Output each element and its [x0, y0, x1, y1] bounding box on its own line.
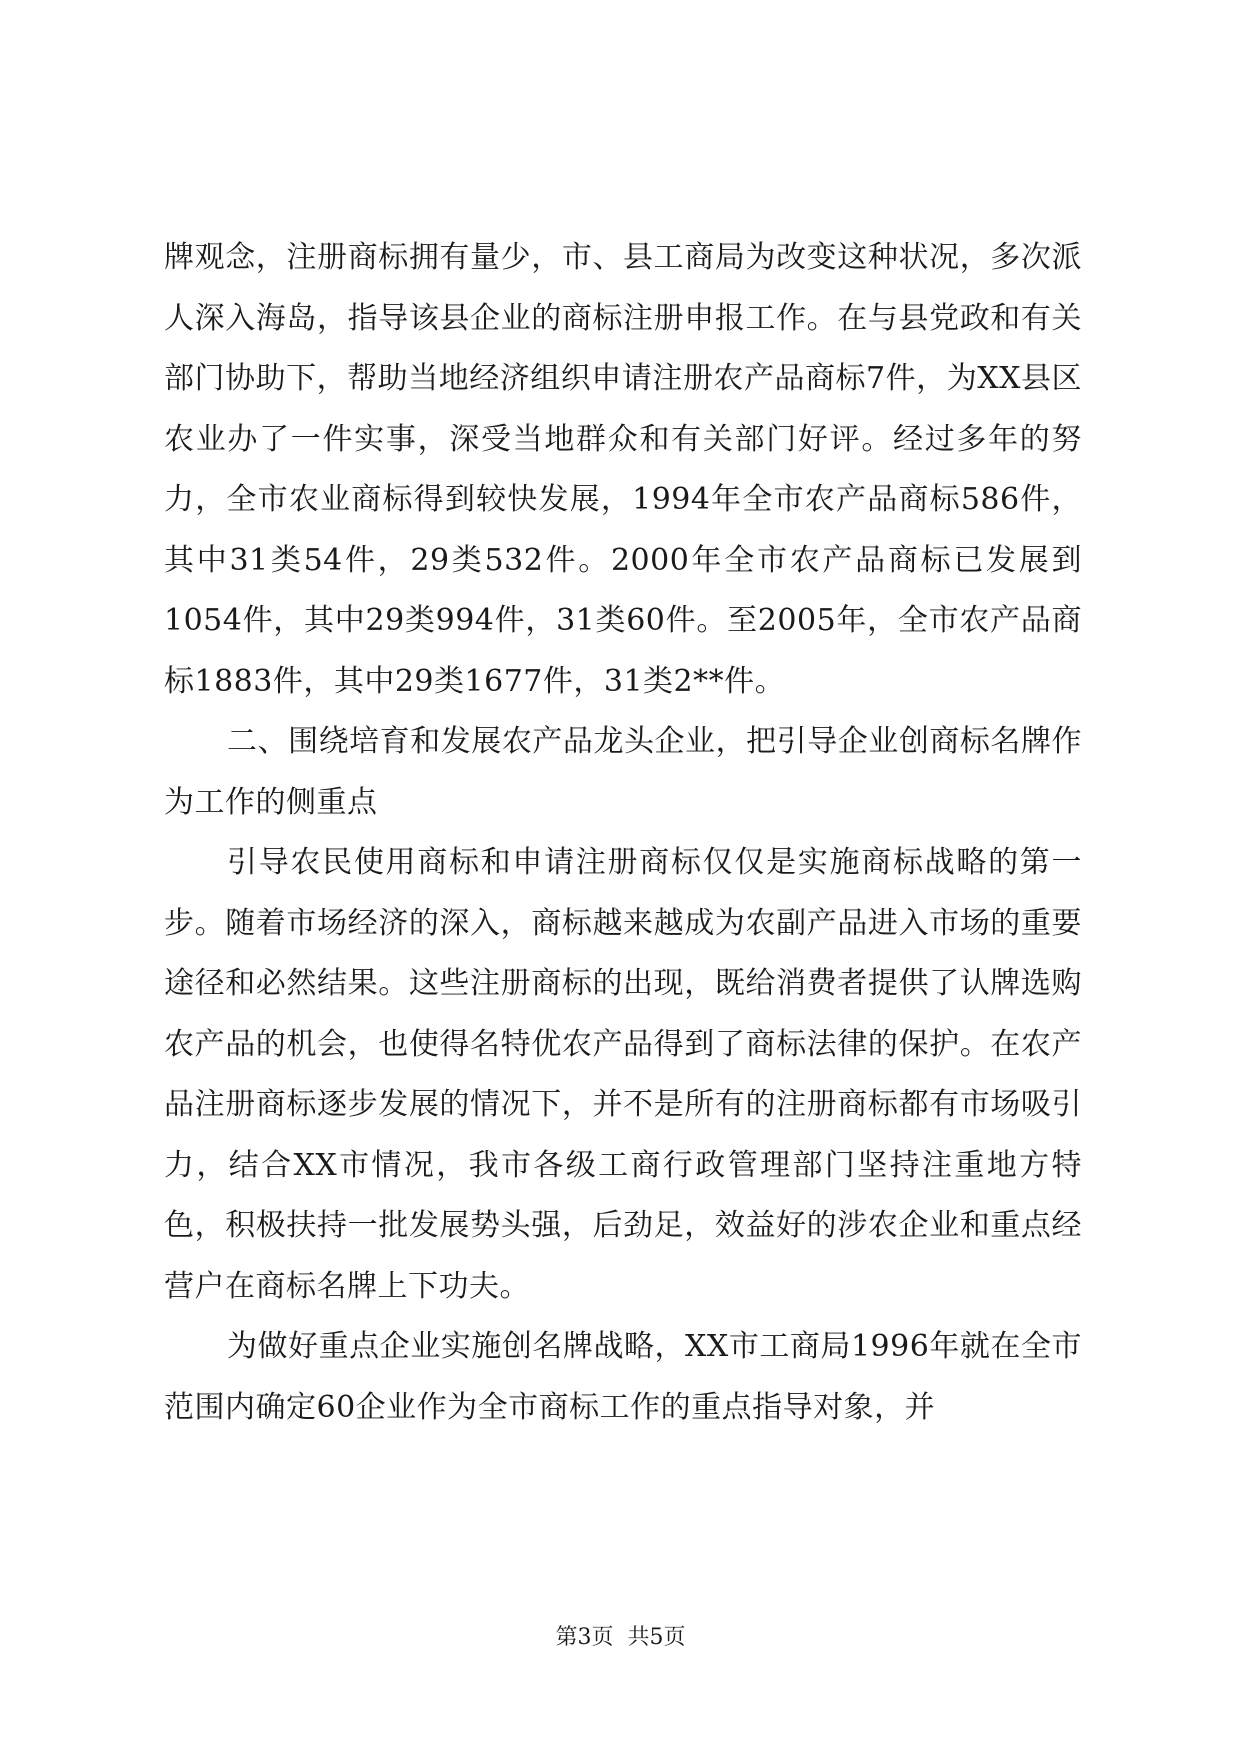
paragraph-continuation: 牌观念，注册商标拥有量少，市、县工商局为改变这种状况，多次派人深入海岛，指导该县企业的商标注册申报工作。在与县党政和有关部门协助下，帮助当地经济组织申请注册农产品商标7件，为XX县区农业办了一件实事，深受当地群众和有关部门好评。经过多年的努力，全市农业商标得到较快发展，1994年全市农产品商标586件，其中31类54件，29类532件。2000年全市农产品商标已发展到1054件，其中29类994件，31类60件。至2005年，全市农产品商标1883件，其中29类1677件，31类2**件。	[164, 240, 1082, 699]
document-body	[164, 228, 1082, 1438]
section-heading-two: 二、围绕培育和发展农产品龙头企业，把引导企业创商标名牌作为工作的侧重点	[164, 724, 1082, 820]
page-number-label: 第3页 共5页	[555, 1625, 686, 1650]
paragraph-key-enterprises: 为做好重点企业实施创名牌战略，XX市工商局1996年就在全市范围内确定60企业作为全市商标工作的重点指导对象，并	[164, 1329, 1082, 1425]
page-footer	[0, 1624, 1241, 1652]
paragraph-guidance: 引导农民使用商标和申请注册商标仅仅是实施商标战略的第一步。随着市场经济的深入，商标越来越成为农副产品进入市场的重要途径和必然结果。这些注册商标的出现，既给消费者提供了认牌选购农产品的机会，也使得名特优农产品得到了商标法律的保护。在农产品注册商标逐步发展的情况下，并不是所有的注册商标都有市场吸引力，结合XX市情况，我市各级工商行政管理部门坚持注重地方特色，积极扶持一批发展势头强，后劲足，效益好的涉农企业和重点经营户在商标名牌上下功夫。	[164, 845, 1082, 1304]
